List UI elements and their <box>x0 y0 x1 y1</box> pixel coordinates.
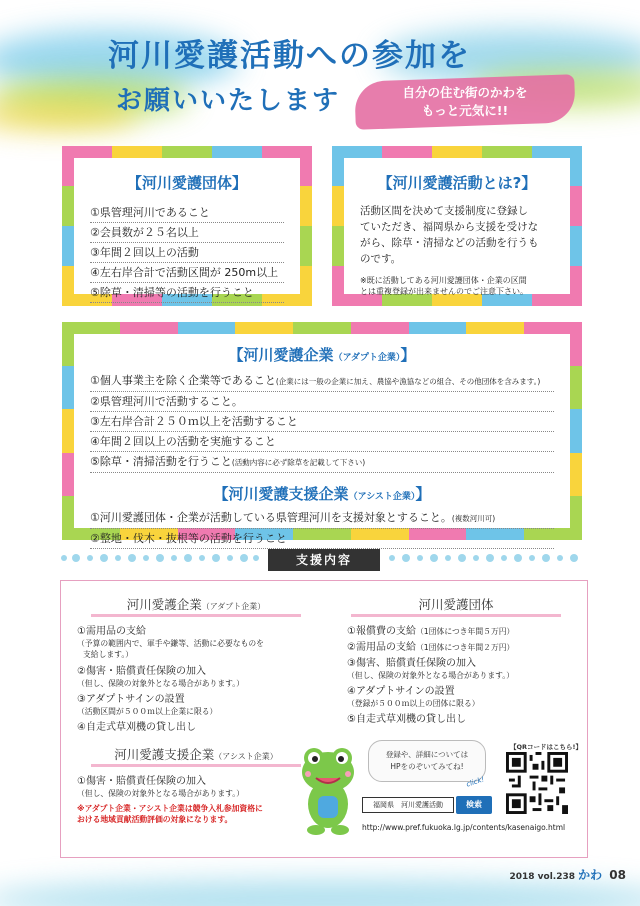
adopt-support-title: 河川愛護企業（アダプト企業） <box>91 595 301 617</box>
list-item: ⑤除草・清掃等の活動を行うこと <box>90 283 284 303</box>
company-requirements-box <box>62 322 582 545</box>
website-link[interactable]: http://www.pref.fukuoka.lg.jp/contents/kasenaigo.html <box>362 823 566 832</box>
list-item: ①河川愛護団体・企業が活動している県管理河川を支援対象とすること。(複数河川可) <box>90 508 554 529</box>
list-item: ①個人事業主を除く企業等であること(企業には一般の企業に加え、農協や漁協などの組合、その他団体を含みます。) <box>90 371 554 392</box>
list-item: ③年間２回以上の活動 <box>90 243 284 263</box>
list-item: ②県管理河川で活動すること。 <box>90 392 554 412</box>
assist-red-note: ※アダプト企業・アシスト企業は競争入札参加資格に おける地域貢献活動評価の対象になります。 <box>77 804 263 824</box>
page-footer: 2018 vol.238 かわ 08 <box>509 868 626 882</box>
support-item: ②需用品の支給（1団体につき年間２万円） <box>347 642 515 653</box>
activity-box-body: 活動区間を決めて支援制度に登録し ていただき、福岡県から支援を受けな がら、除草・清掃などの活動を行うも のです。 <box>360 205 539 265</box>
assist-box-list <box>90 508 554 549</box>
click-label: click! <box>465 775 486 789</box>
support-item: ④アダプトサインの設置 （登録が５００ｍ以上の団体に限る） <box>347 686 480 708</box>
support-item: ④自走式草刈機の貸し出し <box>77 722 196 733</box>
activity-box-title: 【河川愛護活動とは?】 <box>377 174 537 192</box>
group-box-list <box>90 203 284 303</box>
support-item: ⑤自走式草刈機の貸し出し <box>347 714 466 725</box>
list-item: ②会員数が２５名以上 <box>90 223 284 243</box>
list-item: ②整地・伐木・抜根等の活動を行うこと <box>90 529 554 549</box>
page-number: 08 <box>609 868 626 882</box>
list-item: ③左右岸合計２５０ｍ以上を活動すること <box>90 412 554 432</box>
list-item: ④左右岸合計で活動区間が 250m以上 <box>90 263 284 283</box>
list-item: ①県管理河川であること <box>90 203 284 223</box>
subtitle-line2: もっと元気に!! <box>421 103 509 118</box>
support-item: ①報償費の支給（1団体につき年間５万円） <box>347 626 515 637</box>
search-button[interactable]: 検索 <box>456 796 492 814</box>
frog-mascot-icon <box>296 742 360 838</box>
assist-support-title: 河川愛護支援企業（アシスト企業） <box>91 745 301 767</box>
search-input[interactable]: 福岡県 河川愛護活動 <box>362 797 454 813</box>
list-item: ④年間２回以上の活動を実施すること <box>90 432 554 452</box>
support-item: ③アダプトサインの設置 （活動区間が５００ｍ以上企業に限る） <box>77 694 218 716</box>
page-title-line2: お願いいたします <box>116 86 341 116</box>
support-item: ③傷害、賠償責任保険の加入 （但し、保険の対象外となる場合があります。） <box>347 658 515 680</box>
list-item: ⑤除草・清掃活動を行うこと(活動内容に必ず除草を記載して下さい) <box>90 452 554 473</box>
activity-box-note: ※既に活動してある河川愛護団体・企業の区間 とは重複登録が出来ませんのでご注意下さい。 <box>360 276 528 296</box>
group-requirements-box <box>62 146 312 306</box>
assist-box-title: 【河川愛護支援企業（アシスト企業）】 <box>213 485 431 503</box>
group-box-title: 【河川愛護団体】 <box>126 174 247 192</box>
support-item: ②傷害・賠償責任保険の加入 （但し、保険の対象外となる場合があります。） <box>77 666 245 688</box>
company-box-title: 【河川愛護企業（アダプト企業）】 <box>228 346 416 364</box>
group-support-title: 河川愛護団体 <box>351 595 561 617</box>
support-item: ①需用品の支給 （予算の範囲内で、軍手や鎌等、活動に必要なものを 支給します。） <box>77 626 264 659</box>
page-subtitle <box>360 84 570 120</box>
support-section-label: 支援内容 <box>268 549 380 571</box>
page-title: 河川愛護活動への参加を <box>108 38 471 74</box>
company-box-list <box>90 371 554 473</box>
qr-code-icon[interactable] <box>506 752 568 814</box>
speech-bubble: 登録や、詳細については HPをのぞいてみてね! <box>368 740 486 782</box>
activity-description-box <box>332 146 582 306</box>
kawa-logo: かわ <box>578 868 603 882</box>
qr-label: 【QRコードはこちら!】 <box>510 743 582 751</box>
support-item: ①傷害・賠償責任保険の加入 （但し、保険の対象外となる場合があります。） <box>77 776 245 798</box>
subtitle-line1: 自分の住む街のかわを <box>402 85 528 100</box>
